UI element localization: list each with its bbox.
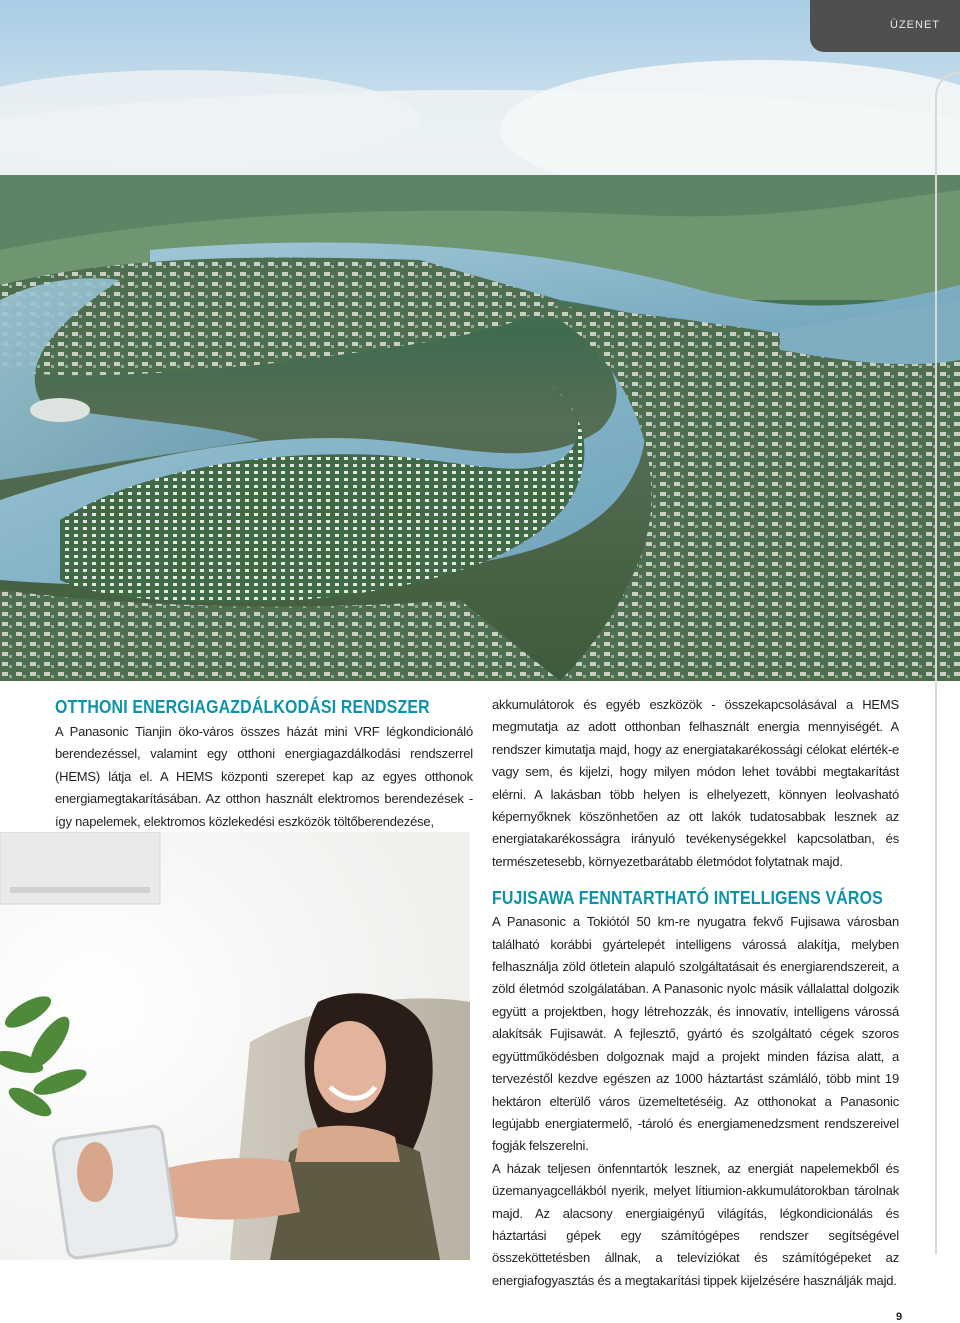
section-hems-text-left: A Panasonic Tianjin öko-város összes házát mini VRF légkondicionáló berendezéssel, valamint egy otthoni energiagazdálkodási rendszerrel (HEMS) látja el. A HEMS központi szerepet kap az egyes otthonok energiamegtakarításában. Az otthon használt elektromos berendezések - így napelemek, elektromos közlekedési eszközök töltőberendezése, xyxy=(55,724,473,829)
section-tab xyxy=(810,0,960,52)
section-hems-text-right: akkumulátorok és egyéb eszközök - összekapcsolásával a HEMS megmutatja az adott otthonban felhasznált energia mennyiségét. A rendszer kimutatja majd, hogy az energiatakarékossági célokat elérték-e vagy sem, és kijelzi, hogy milyen módon lehet további megtakarítást elérni. A lakásban több helyen is elhelyezett, könnyen leolvasható képernyőknek köszönhetően az ott lakók tudatosabbak lesznek az energiatakarékosságra irányuló tevékenységekkel kapcsolatban, és természetesebb, környezetbarátabb életmódot folytatnak majd. xyxy=(492,697,899,869)
left-column xyxy=(55,696,473,833)
section-title-fujisawa: FUJISAWA FENNTARTHATÓ INTELLIGENS VÁROS xyxy=(492,887,883,909)
page-frame-line xyxy=(935,72,960,1254)
fujisawa-paragraph-1: A Panasonic a Tokiótól 50 km-re nyugatra fekvő Fujisawa városban található korábbi gyártelepét intelligens várossá alakítja, melyben felhasználja zöld ötletein alapuló szolgáltatásait és energiarendszereit, a zöld életmód szolgálatában. A Panasonic nyolc másik vállalattal dolgozik együtt a projektben, hogy létrehozzák, és innovatív, intelligens várossá alakítsák Fujisawát. A fejlesztő, gyártó és szolgáltató cégek szoros együttműködésben dolgoznak majd a projekt minden fázisa alatt, a tervezéstől kezdve egészen az 1000 háztartást számláló, több mint 19 hektáron elterülő város üzemeltetéséig. Az otthonokat a Panasonic legújabb energiatermelő, -tároló és energiamenedzsment rendszereivel fogják felszerelni. xyxy=(492,914,899,1154)
section-title-hems: OTTHONI ENERGIAGAZDÁLKODÁSI RENDSZER xyxy=(55,696,430,717)
page-number: 9 xyxy=(896,1311,903,1323)
woman-with-tablet-photo xyxy=(0,832,470,1260)
right-column xyxy=(492,694,899,1292)
section-tab-label: ÜZENET xyxy=(890,19,940,31)
fujisawa-paragraph-2: A házak teljesen önfenntartók lesznek, az energiát napelemekből és üzemanyagcellákból nyerik, melyet lítiumion-akkumulátorokban tárolnak majd. Az alacsony energiaigényű világítás, légkondicionálás és háztartási gépek egy számítógépes rendszer segítségével összeköttetésben állnak, a televíziókat és számítógépeket az energiafogyasztás és a megtakarítási tippek kijelzésére használják majd. xyxy=(492,1160,899,1288)
